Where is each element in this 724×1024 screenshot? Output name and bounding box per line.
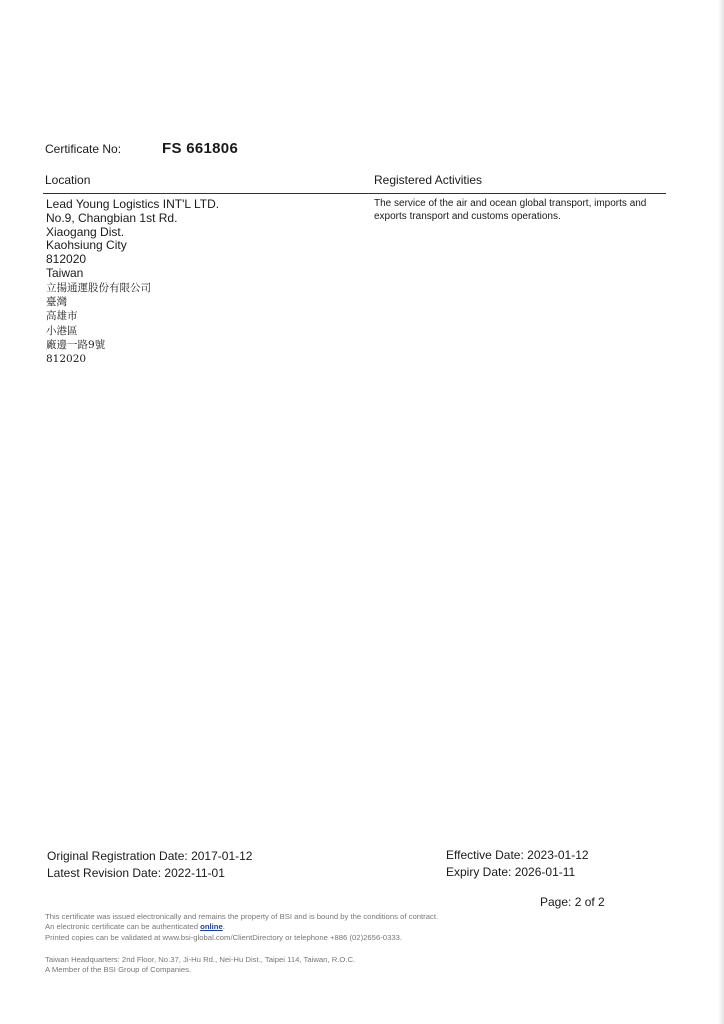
certificate-number: FS 661806 [162,140,239,157]
address-line: 高雄市 [46,310,78,323]
effective-date-label: Effective Date: [446,848,524,862]
address-line: Lead Young Logistics INT'L LTD. [46,197,220,211]
footer-line: This certificate was issued electronically and remains the property of BSI and is bound by the conditions of contract. [45,912,439,921]
location-address-english [46,198,219,281]
location-header: Location [45,173,91,187]
address-line: Taiwan [46,265,84,280]
address-line: Kaohsiung City [46,238,127,253]
address-line: No.9, Changbian 1st Rd. [46,210,178,225]
certificate-label: Certificate No: [45,142,122,156]
activities-header: Registered Activities [374,173,483,187]
original-registration-label: Original Registration Date: [47,849,188,863]
latest-revision-label: Latest Revision Date: [47,866,162,880]
latest-revision-date [47,865,252,882]
page-number: Page: 2 of 2 [540,895,605,909]
effective-date [446,847,589,864]
footer-line-suffix: . [222,922,225,932]
expiry-date-value: 2026-01-11 [514,865,576,879]
registered-activities-text: The service of the air and ocean global transport, imports and exports transport and customs operations. [374,198,647,222]
online-authentication-link[interactable]: online [200,922,223,932]
footer-line-prefix: An electronic certificate can be authenticated [45,922,201,932]
page-edge-shadow [718,0,724,1024]
certificate-number-row [45,140,238,157]
footer-line [45,922,438,932]
footer-legal-notice [45,912,438,943]
address-line: 立揚通運股份有限公司 [46,282,151,294]
hq-address: Taiwan Headquarters: 2nd Floor, No.37, Ji-Hu Rd., Nei-Hu Dist., Taipei 114, Taiwan, R.O.C. [45,955,356,964]
header-divider [43,193,666,194]
location-address-chinese [46,281,151,366]
effective-date-value: 2023-01-12 [527,848,589,862]
expiry-date [446,864,589,881]
expiry-date-label: Expiry Date: [446,865,512,879]
address-line: Xiaogang Dist. [46,224,125,239]
original-registration-value: 2017-01-12 [191,849,253,863]
registration-dates [47,848,252,882]
footer-line: Printed copies can be validated at www.bsi-global.com/ClientDirectory or telephone +886 (02)2656-0333. [45,932,403,942]
address-line: 小港區 [46,324,78,337]
address-line: 812020 [46,353,87,366]
footer-headquarters [45,955,355,976]
original-registration-date [47,848,252,865]
address-line: 812020 [46,252,87,267]
address-line: 臺灣 [46,296,67,309]
address-line: 廠邊一路9號 [46,338,106,351]
validity-dates [446,847,589,881]
group-membership: A Member of the BSI Group of Companies. [45,965,192,975]
latest-revision-value: 2022-11-01 [164,866,225,880]
